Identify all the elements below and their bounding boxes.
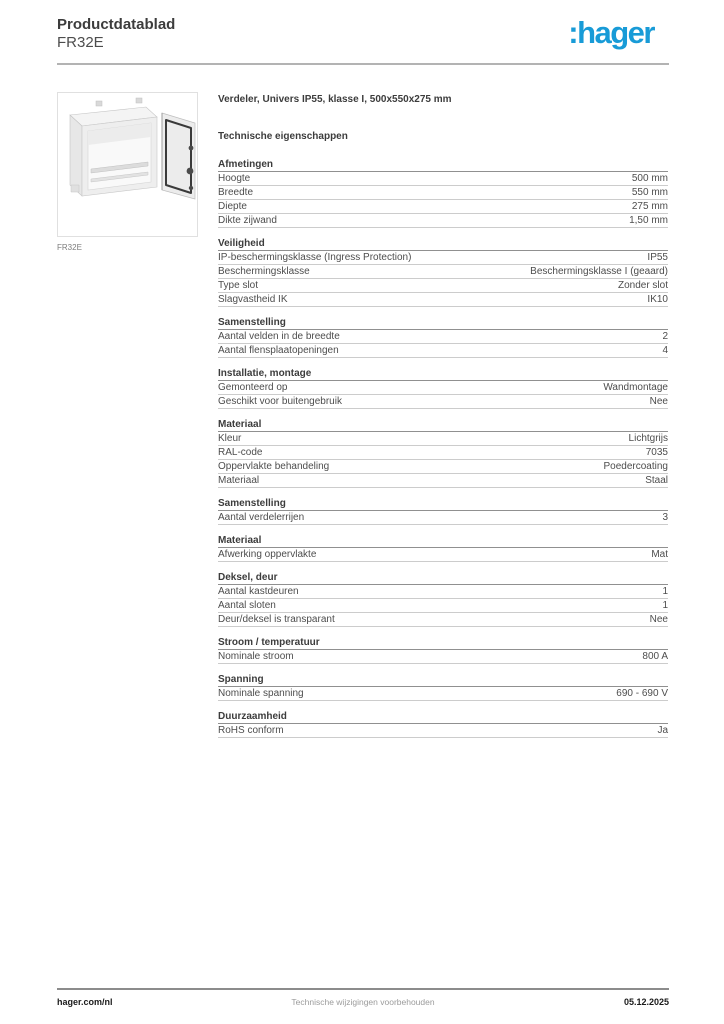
spec-value: 500 mm — [631, 173, 668, 184]
spec-sections — [218, 160, 668, 738]
spec-label: RAL-code — [218, 447, 263, 458]
spec-label: Materiaal — [218, 475, 260, 486]
spec-row — [218, 613, 668, 627]
spec-section-title: Samenstelling — [218, 318, 668, 330]
spec-label: Nominale spanning — [218, 688, 304, 699]
spec-value: Mat — [651, 549, 668, 560]
spec-value: 1 — [662, 586, 668, 597]
spec-section-title: Deksel, deur — [218, 573, 668, 585]
spec-row — [218, 344, 668, 358]
spec-section — [218, 318, 668, 358]
title-block — [57, 16, 175, 52]
spec-row — [218, 251, 668, 265]
footer-website-link[interactable]: hager.com/nl — [57, 997, 113, 1007]
spec-row — [218, 432, 668, 446]
spec-label: Beschermingsklasse — [218, 266, 310, 277]
spec-row — [218, 279, 668, 293]
spec-section-title: Materiaal — [218, 536, 668, 548]
spec-section — [218, 369, 668, 409]
header-divider — [57, 63, 669, 65]
spec-section — [218, 239, 668, 307]
hager-logo: :hager — [568, 15, 654, 50]
page-header — [0, 0, 724, 52]
spec-label: Dikte zijwand — [218, 215, 277, 226]
spec-value: Staal — [645, 475, 668, 486]
spec-section-title: Stroom / temperatuur — [218, 638, 668, 650]
spec-value: Beschermingsklasse I (geaard) — [530, 266, 668, 277]
spec-row — [218, 214, 668, 228]
spec-row — [218, 585, 668, 599]
spec-row — [218, 395, 668, 409]
spec-value: Zonder slot — [617, 280, 668, 291]
spec-row — [218, 548, 668, 562]
spec-label: Diepte — [218, 201, 247, 212]
footer-disclaimer: Technische wijzigingen voorbehouden — [291, 997, 435, 1007]
spec-section — [218, 638, 668, 664]
spec-section — [218, 420, 668, 488]
spec-section-title: Veiligheid — [218, 239, 668, 251]
spec-section — [218, 499, 668, 525]
spec-label: Afwerking oppervlakte — [218, 549, 317, 560]
enclosure-illustration — [58, 93, 197, 236]
spec-section-title: Afmetingen — [218, 160, 668, 172]
spec-value: Nee — [649, 614, 668, 625]
spec-label: Nominale stroom — [218, 651, 294, 662]
spec-value: 2 — [662, 331, 668, 342]
product-description: Verdeler, Univers IP55, klasse I, 500x550x275 mm — [218, 94, 452, 105]
spec-section — [218, 712, 668, 738]
page-footer — [57, 988, 669, 1007]
spec-value: Wandmontage — [603, 382, 668, 393]
spec-label: Slagvastheid IK — [218, 294, 288, 305]
spec-row — [218, 265, 668, 279]
spec-value: 690 - 690 V — [616, 688, 668, 699]
spec-row — [218, 200, 668, 214]
spec-value: 1 — [662, 600, 668, 611]
spec-row — [218, 724, 668, 738]
spec-label: Aantal velden in de breedte — [218, 331, 340, 342]
spec-row — [218, 186, 668, 200]
spec-section-title: Duurzaamheid — [218, 712, 668, 724]
spec-row — [218, 293, 668, 307]
spec-section-title: Materiaal — [218, 420, 668, 432]
spec-value: 4 — [662, 345, 668, 356]
spec-value: Ja — [657, 725, 668, 736]
spec-label: Aantal kastdeuren — [218, 586, 299, 597]
spec-section-title: Installatie, montage — [218, 369, 668, 381]
spec-value: 1,50 mm — [629, 215, 668, 226]
spec-value: 275 mm — [631, 201, 668, 212]
spec-section — [218, 675, 668, 701]
spec-row — [218, 381, 668, 395]
spec-label: Geschikt voor buitengebruik — [218, 396, 342, 407]
product-image — [57, 92, 198, 237]
spec-row — [218, 687, 668, 701]
spec-section — [218, 536, 668, 562]
spec-value: IK10 — [647, 294, 668, 305]
spec-label: IP-beschermingsklasse (Ingress Protection) — [218, 252, 412, 263]
tech-properties-heading: Technische eigenschappen — [218, 131, 348, 142]
spec-row — [218, 330, 668, 344]
spec-label: Aantal flensplaatopeningen — [218, 345, 339, 356]
footer-date: 05.12.2025 — [623, 997, 669, 1007]
spec-row — [218, 474, 668, 488]
page-title: Productdatablad — [57, 16, 176, 33]
spec-label: Breedte — [218, 187, 254, 198]
spec-label: Hoogte — [218, 173, 251, 184]
spec-value: Lichtgrijs — [628, 433, 668, 444]
spec-section-title: Spanning — [218, 675, 668, 687]
spec-label: RoHS conform — [218, 725, 284, 736]
spec-row — [218, 460, 668, 474]
spec-value: Nee — [649, 396, 668, 407]
spec-row — [218, 446, 668, 460]
product-code: FR32E — [57, 34, 104, 51]
spec-row — [218, 650, 668, 664]
spec-label: Aantal verdelerrijen — [218, 512, 305, 523]
spec-label: Kleur — [218, 433, 242, 444]
media-column — [57, 92, 198, 749]
spec-section-title: Samenstelling — [218, 499, 668, 511]
spec-label: Oppervlakte behandeling — [218, 461, 330, 472]
content — [57, 92, 668, 749]
spec-value: 800 A — [642, 651, 668, 662]
spec-row — [218, 172, 668, 186]
spec-value: Poedercoating — [603, 461, 668, 472]
spec-label: Gemonteerd op — [218, 382, 288, 393]
spec-row — [218, 511, 668, 525]
spec-section — [218, 160, 668, 228]
spec-value: 550 mm — [631, 187, 668, 198]
spec-value: 7035 — [645, 447, 668, 458]
product-image-caption: FR32E — [57, 243, 82, 252]
spec-label: Deur/deksel is transparant — [218, 614, 335, 625]
spec-value: 3 — [662, 512, 668, 523]
spec-label: Type slot — [218, 280, 259, 291]
spec-section — [218, 573, 668, 627]
spec-column — [218, 92, 668, 749]
spec-label: Aantal sloten — [218, 600, 276, 611]
spec-value: IP55 — [647, 252, 668, 263]
spec-row — [218, 599, 668, 613]
